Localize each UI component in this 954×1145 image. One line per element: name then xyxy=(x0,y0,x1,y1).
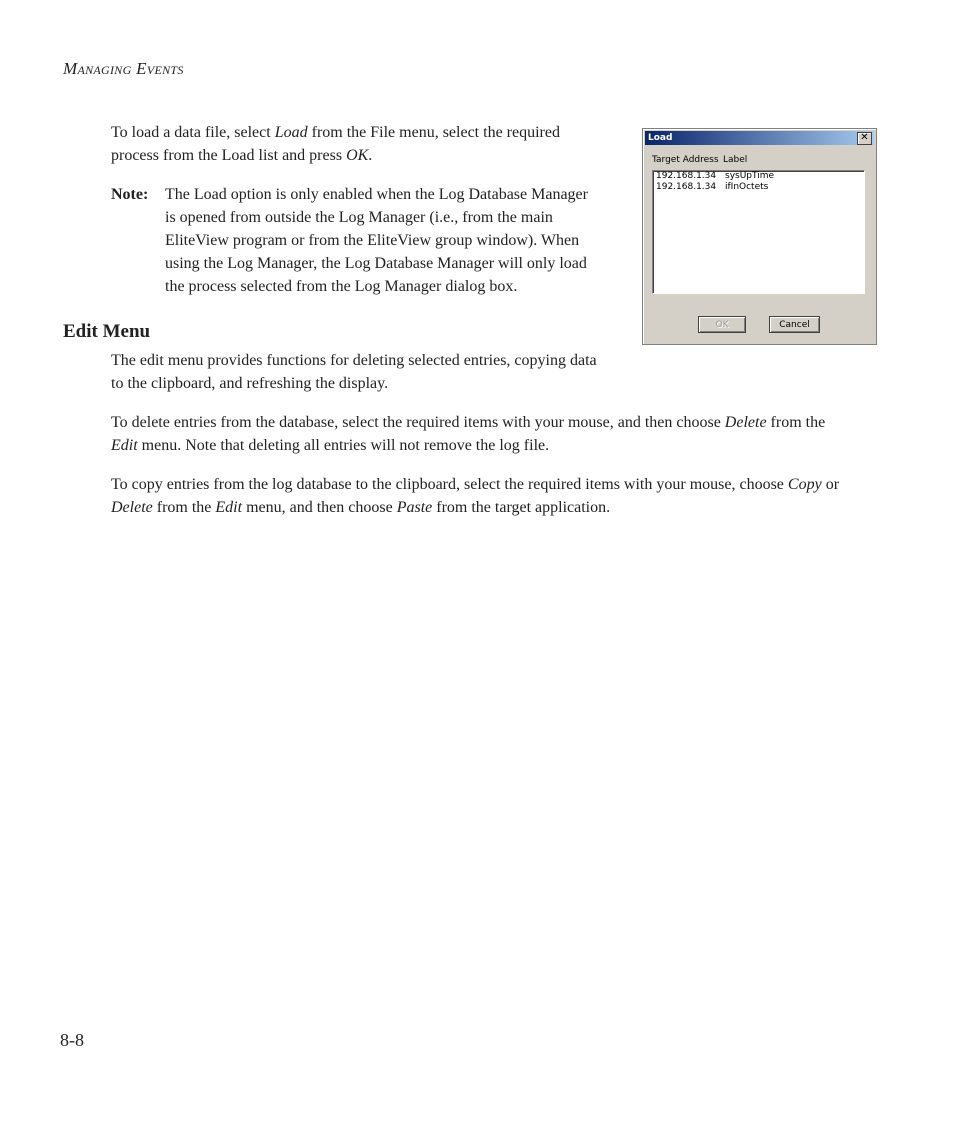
dialog-titlebar xyxy=(645,131,874,145)
list-item-label: sysUpTime xyxy=(725,171,775,181)
list-item-address: 192.168.1.34 xyxy=(656,182,717,192)
copy-paragraph: To copy entries from the log database to the clipboard, select the required items with your mouse, choose Copy or Delete from the Edit menu, and then choose Paste from the target application. xyxy=(111,476,840,516)
load-dialog xyxy=(642,128,877,345)
list-item-address: 192.168.1.34 xyxy=(656,171,717,181)
dialog-title: Load xyxy=(648,133,673,143)
section-heading: Edit Menu xyxy=(63,321,151,342)
process-list[interactable] xyxy=(652,170,865,294)
list-item-label: ifInOctets xyxy=(725,182,769,192)
cancel-button[interactable]: Cancel xyxy=(769,316,820,333)
intro-paragraph: To load a data file, select Load from the File menu, select the required process from the Load list and press OK. xyxy=(111,124,560,164)
note-text: The Load option is only enabled when the Log Database Manager is opened from outside the Log Manager (i.e., from the main EliteView program or from the EliteView group window). When using the Log Manager, the Log Database Manager will only load the process selected from the Log Manager dialog box. xyxy=(165,186,588,295)
edit-menu-paragraph: The edit menu provides functions for deleting selected entries, copying data to the clipboard, and refreshing the display. xyxy=(111,352,597,392)
note-label: Note: xyxy=(111,186,149,203)
page-number: 8-8 xyxy=(60,1030,84,1050)
delete-paragraph: To delete entries from the database, select the required items with your mouse, and then choose Delete from the Edit menu. Note that deleting all entries will not remove the log file. xyxy=(111,414,826,454)
close-icon[interactable]: ✕ xyxy=(857,132,872,145)
running-head: MANAGING EVENTS xyxy=(63,59,184,78)
column-header-target-address[interactable]: Target Address xyxy=(652,155,719,165)
ok-button[interactable]: OK xyxy=(698,316,746,333)
column-header-label[interactable]: Label xyxy=(723,155,748,165)
